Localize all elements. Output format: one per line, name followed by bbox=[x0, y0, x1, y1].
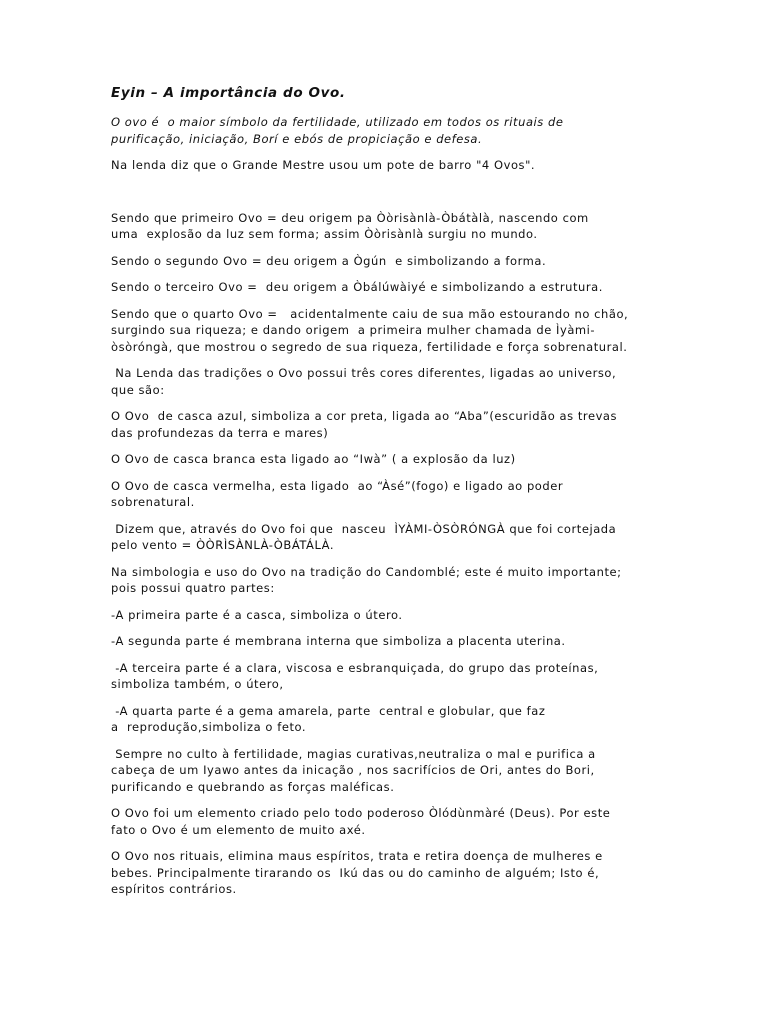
paragraph-line: O Ovo foi um elemento criado pelo todo poderoso Òlódùnmàré (Deus). Por este bbox=[111, 806, 611, 820]
paragraph bbox=[111, 805, 671, 838]
paragraph-line: O Ovo nos rituais, elimina maus espíritos, trata e retira doença de mulheres e bbox=[111, 849, 603, 863]
paragraph-line: Sendo que primeiro Ovo = deu origem pa Òòrisànlà-Òbátàlà, nascendo com bbox=[111, 210, 589, 225]
document-body bbox=[111, 114, 671, 898]
paragraph bbox=[111, 478, 671, 511]
paragraph-line: Sendo o terceiro Ovo = deu origem a Òbálúwàiyé e simbolizando a estrutura. bbox=[111, 280, 603, 294]
paragraph bbox=[111, 306, 671, 356]
paragraph-line: -A primeira parte é a casca, simboliza o útero. bbox=[111, 607, 403, 622]
paragraph-line: Sempre no culto à fertilidade, magias curativas,neutraliza o mal e purifica a bbox=[111, 746, 596, 761]
paragraph-line: O Ovo de casca branca esta ligado ao “Iwà” ( a explosão da luz) bbox=[111, 452, 516, 466]
paragraph-line: pelo vento = ÒÒRÌSÀNLÀ-ÒBÁTÁLÀ. bbox=[111, 538, 335, 552]
paragraph bbox=[111, 746, 671, 796]
paragraph-line: Na simbologia e uso do Ovo na tradição do Candomblé; este é muito importante; bbox=[111, 564, 622, 579]
paragraph bbox=[111, 365, 671, 398]
paragraph-line: O Ovo de casca vermelha, esta ligado ao “Àsé”(fogo) e ligado ao poder bbox=[111, 478, 564, 493]
paragraph-line: cabeça de um Iyawo antes da inicação , nos sacrifícios de Ori, antes do Bori, bbox=[111, 763, 595, 777]
paragraph bbox=[111, 564, 671, 597]
paragraph-line: òsòróngà, que mostrou o segredo de sua riqueza, fertilidade e força sobrenatural. bbox=[111, 339, 628, 354]
paragraph bbox=[111, 408, 671, 441]
paragraph-line: simboliza também, o útero, bbox=[111, 677, 284, 691]
paragraph bbox=[111, 607, 671, 624]
paragraph-line: Na Lenda das tradições o Ovo possui três cores diferentes, ligadas ao universo, bbox=[111, 366, 617, 380]
paragraph bbox=[111, 114, 671, 147]
paragraph-line: -A terceira parte é a clara, viscosa e esbranquiçada, do grupo das proteínas, bbox=[111, 660, 599, 675]
paragraph-line: Sendo o segundo Ovo = deu origem a Ògún e simbolizando a forma. bbox=[111, 253, 547, 268]
paragraph bbox=[111, 660, 671, 693]
paragraph-line: -A quarta parte é a gema amarela, parte central e globular, que faz bbox=[111, 703, 546, 718]
paragraph-line: O ovo é o maior símbolo da fertilidade, utilizado em todos os rituais de bbox=[111, 115, 564, 129]
paragraph-line: sobrenatural. bbox=[111, 495, 195, 509]
paragraph-line: Sendo que o quarto Ovo = acidentalmente caiu de sua mão estourando no chão, bbox=[111, 306, 629, 321]
paragraph-line: pois possui quatro partes: bbox=[111, 581, 275, 595]
paragraph-line: purificando e quebrando as forças maléficas. bbox=[111, 779, 395, 794]
paragraph bbox=[111, 848, 671, 898]
paragraph-spacer bbox=[111, 184, 671, 210]
document-title: Eyin – A importância do Ovo. bbox=[111, 85, 346, 101]
paragraph bbox=[111, 210, 671, 243]
paragraph-line: espíritos contrários. bbox=[111, 882, 237, 896]
paragraph-line: Dizem que, através do Ovo foi que nasceu ÌYÀMI-ÒSÒRÓNGÀ que foi cortejada bbox=[111, 521, 617, 536]
paragraph-line: bebes. Principalmente tirarando os Ikú das ou do caminho de alguém; Isto é, bbox=[111, 865, 600, 880]
paragraph bbox=[111, 703, 671, 736]
paragraph-line: a reprodução,simboliza o feto. bbox=[111, 720, 307, 734]
paragraph bbox=[111, 253, 671, 270]
paragraph-line: que são: bbox=[111, 382, 165, 397]
paragraph-line: -A segunda parte é membrana interna que simboliza a placenta uterina. bbox=[111, 634, 566, 648]
paragraph bbox=[111, 279, 671, 296]
paragraph-line: uma explosão da luz sem forma; assim Òòrisànlà surgiu no mundo. bbox=[111, 227, 538, 241]
document-page bbox=[111, 84, 671, 908]
paragraph-line: surgindo sua riqueza; e dando origem a primeira mulher chamada de Ìyàmi- bbox=[111, 323, 596, 337]
paragraph-line: das profundezas da terra e mares) bbox=[111, 425, 329, 440]
paragraph-line: O Ovo de casca azul, simboliza a cor preta, ligada ao “Aba”(escuridão as trevas bbox=[111, 409, 618, 423]
paragraph bbox=[111, 157, 671, 174]
paragraph bbox=[111, 633, 671, 650]
paragraph bbox=[111, 451, 671, 468]
paragraph-line: fato o Ovo é um elemento de muito axé. bbox=[111, 822, 366, 837]
paragraph-line: Na lenda diz que o Grande Mestre usou um pote de barro "4 Ovos". bbox=[111, 158, 536, 172]
paragraph bbox=[111, 521, 671, 554]
paragraph-line: purificação, iniciação, Borí e ebós de propiciação e defesa. bbox=[111, 131, 483, 146]
